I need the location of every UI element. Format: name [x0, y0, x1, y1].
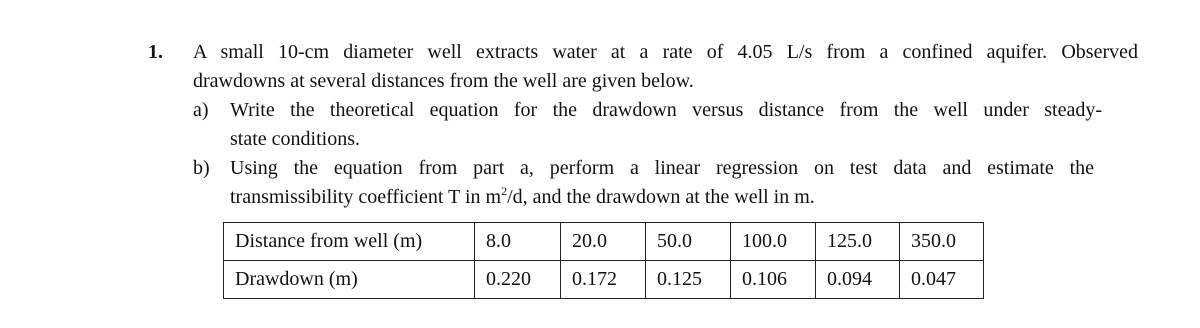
table-cell: 0.047 [900, 261, 984, 299]
table-cell: 100.0 [731, 223, 816, 261]
table-cell: 0.125 [646, 261, 731, 299]
table-cell: 0.172 [561, 261, 646, 299]
part-b-superscript: 2 [501, 184, 508, 198]
row-header-distance: Distance from well (m) [224, 223, 475, 261]
part-b-line-2-post: /d, and the drawdown at the well in m. [507, 186, 815, 208]
part-b-label: b) [193, 157, 210, 179]
part-a-line-1: Write the theoretical equation for the drawdown versus distance from the well under steady- [230, 99, 1102, 121]
table-cell: 0.106 [731, 261, 816, 299]
table-cell: 0.220 [475, 261, 561, 299]
part-b-line-1: Using the equation from part a, perform a linear regression on test data and estimate the [230, 157, 1094, 179]
part-b-line-2-pre: transmissibility coefficient T in m [230, 186, 502, 208]
part-b-line-2 [230, 185, 815, 209]
problem-number: 1. [148, 41, 163, 63]
part-a-line-2: state conditions. [230, 128, 360, 150]
data-table [223, 222, 984, 299]
table-cell: 20.0 [561, 223, 646, 261]
part-a-label: a) [193, 99, 209, 121]
table-cell: 125.0 [816, 223, 900, 261]
table-cell: 0.094 [816, 261, 900, 299]
problem-intro-line-2: drawdowns at several distances from the well are given below. [193, 70, 694, 92]
table-cell: 50.0 [646, 223, 731, 261]
table-row-distance [224, 223, 984, 261]
problem-intro-line-1: A small 10-cm diameter well extracts water at a rate of 4.05 L/s from a confined aquifer. Observed [193, 41, 1138, 63]
table-row-drawdown [224, 261, 984, 299]
table-cell: 8.0 [475, 223, 561, 261]
table-cell: 350.0 [900, 223, 984, 261]
row-header-drawdown: Drawdown (m) [224, 261, 475, 299]
